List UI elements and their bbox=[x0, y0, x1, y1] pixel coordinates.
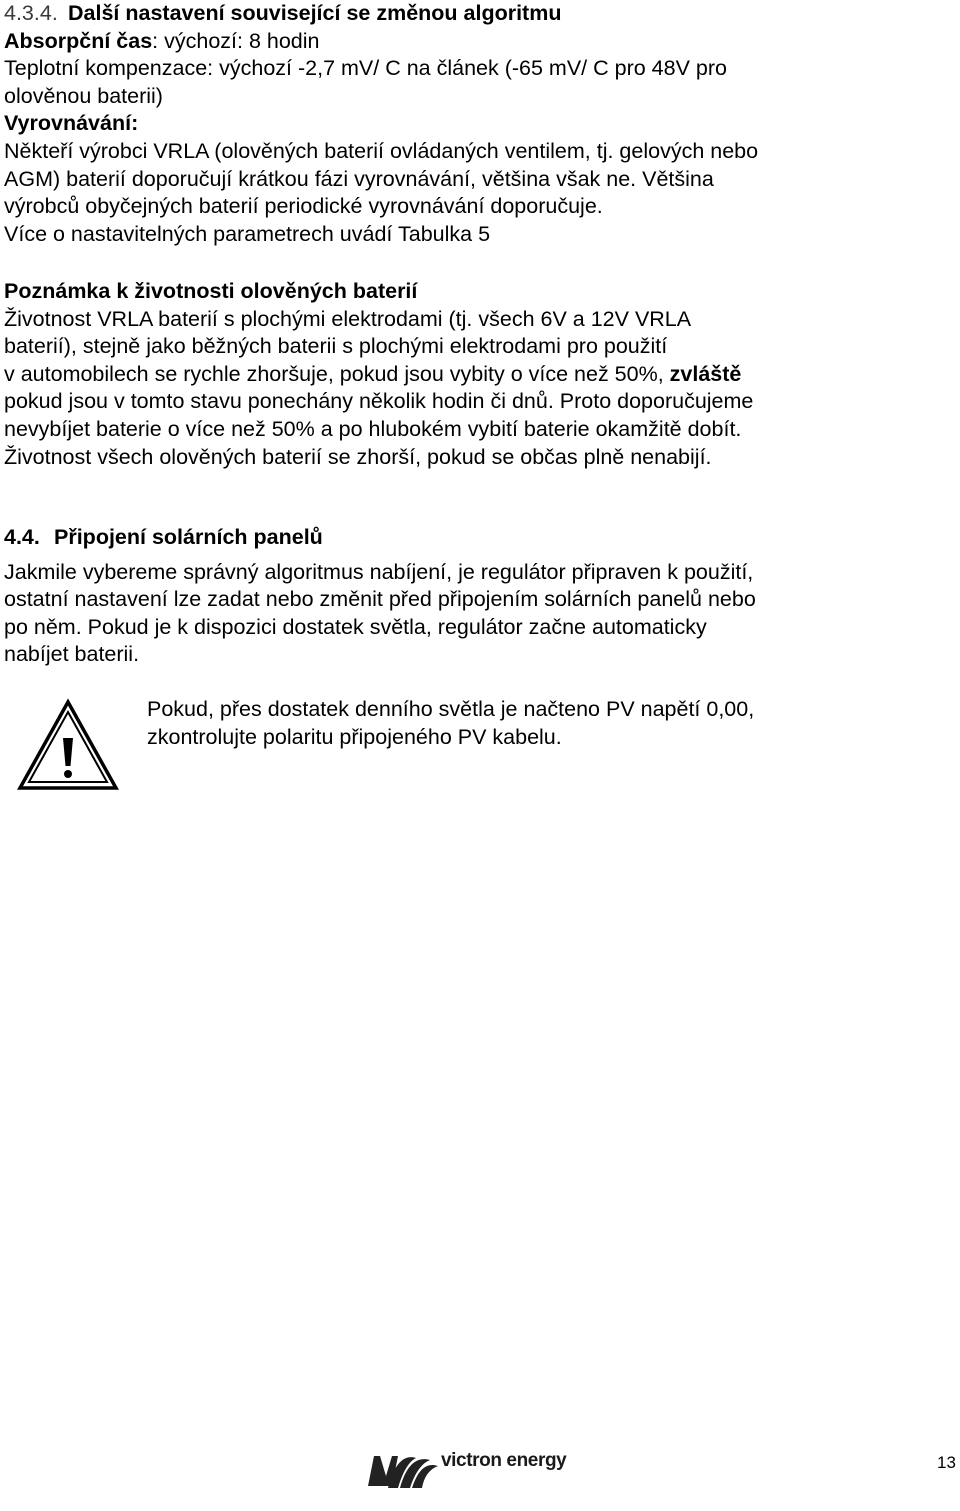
absorption-label: Absorpční čas bbox=[4, 28, 153, 53]
section-4-3-4 bbox=[4, 0, 758, 248]
equalization-label: Vyrovnávání: bbox=[4, 111, 139, 136]
section-title: Další nastavení související se změnou algoritmu bbox=[68, 1, 562, 25]
paragraph-line: Více o nastavitelných parametrech uvádí Tabulka 5 bbox=[4, 221, 491, 246]
note-line bbox=[4, 361, 753, 389]
note-line: nevybíjet baterie o více než 50% a po hlubokém vybití baterie okamžitě dobít. bbox=[4, 416, 742, 441]
absorption-time-line bbox=[4, 28, 758, 56]
paragraph-line: nabíjet baterii. bbox=[4, 642, 140, 667]
section-title: Připojení solárních panelů bbox=[54, 525, 323, 549]
warning-line: zkontrolujte polaritu připojeného PV kabelu. bbox=[147, 724, 562, 749]
section-number: 4.3.4. bbox=[4, 1, 58, 25]
page-number: 13 bbox=[937, 1453, 956, 1472]
temp-comp-line-2: olověnou baterii) bbox=[4, 83, 163, 108]
warning-triangle-icon bbox=[16, 698, 120, 792]
paragraph-line: po něm. Pokud je k dispozici dostatek světla, regulátor začne automaticky bbox=[4, 614, 707, 639]
section-heading bbox=[4, 0, 758, 28]
battery-life-note bbox=[4, 278, 753, 471]
paragraph-line: Někteří výrobci VRLA (olověných baterií ovládaných ventilem, tj. gelových nebo bbox=[4, 138, 759, 163]
temp-comp-line-1: Teplotní kompenzace: výchozí -2,7 mV/ C na článek (-65 mV/ C pro 48V pro bbox=[4, 56, 727, 81]
absorption-value: : výchozí: 8 hodin bbox=[152, 28, 320, 53]
section-heading bbox=[4, 524, 756, 552]
warning-text bbox=[147, 696, 754, 751]
note-line: Životnost VRLA baterií s plochými elektrodami (tj. všech 6V a 12V VRLA bbox=[4, 306, 692, 331]
paragraph-line: AGM) baterií doporučují krátkou fázi vyrovnávání, většina však ne. Většina bbox=[4, 166, 714, 191]
warning-line: Pokud, přes dostatek denního světla je načteno PV napětí 0,00, bbox=[147, 697, 755, 721]
note-line-text: v automobilech se rychle zhoršuje, pokud jsou vybity o více než 50%, bbox=[4, 361, 670, 386]
brand-name: victron energy bbox=[441, 1450, 567, 1471]
note-line: Životnost všech olověných baterií se zhorší, pokud se občas plně nenabijí. bbox=[4, 444, 712, 469]
section-4-4 bbox=[4, 524, 756, 669]
paragraph-line: výrobců obyčejných baterií periodické vyrovnávání doporučuje. bbox=[4, 194, 603, 219]
section-number: 4.4. bbox=[4, 525, 40, 549]
note-line: baterií), stejně jako běžných baterii s plochými elektrodami pro použití bbox=[4, 334, 668, 359]
note-title: Poznámka k životnosti olověných baterií bbox=[4, 279, 418, 303]
paragraph-line: Jakmile vybereme správný algoritmus nabíjení, je regulátor připraven k použití, bbox=[4, 559, 754, 584]
note-emphasis: zvláště bbox=[669, 361, 742, 386]
paragraph-line: ostatní nastavení lze zadat nebo změnit před připojením solárních panelů nebo bbox=[4, 587, 756, 612]
note-line: pokud jsou v tomto stavu ponechány několik hodin či dnů. Proto doporučujeme bbox=[4, 389, 754, 414]
